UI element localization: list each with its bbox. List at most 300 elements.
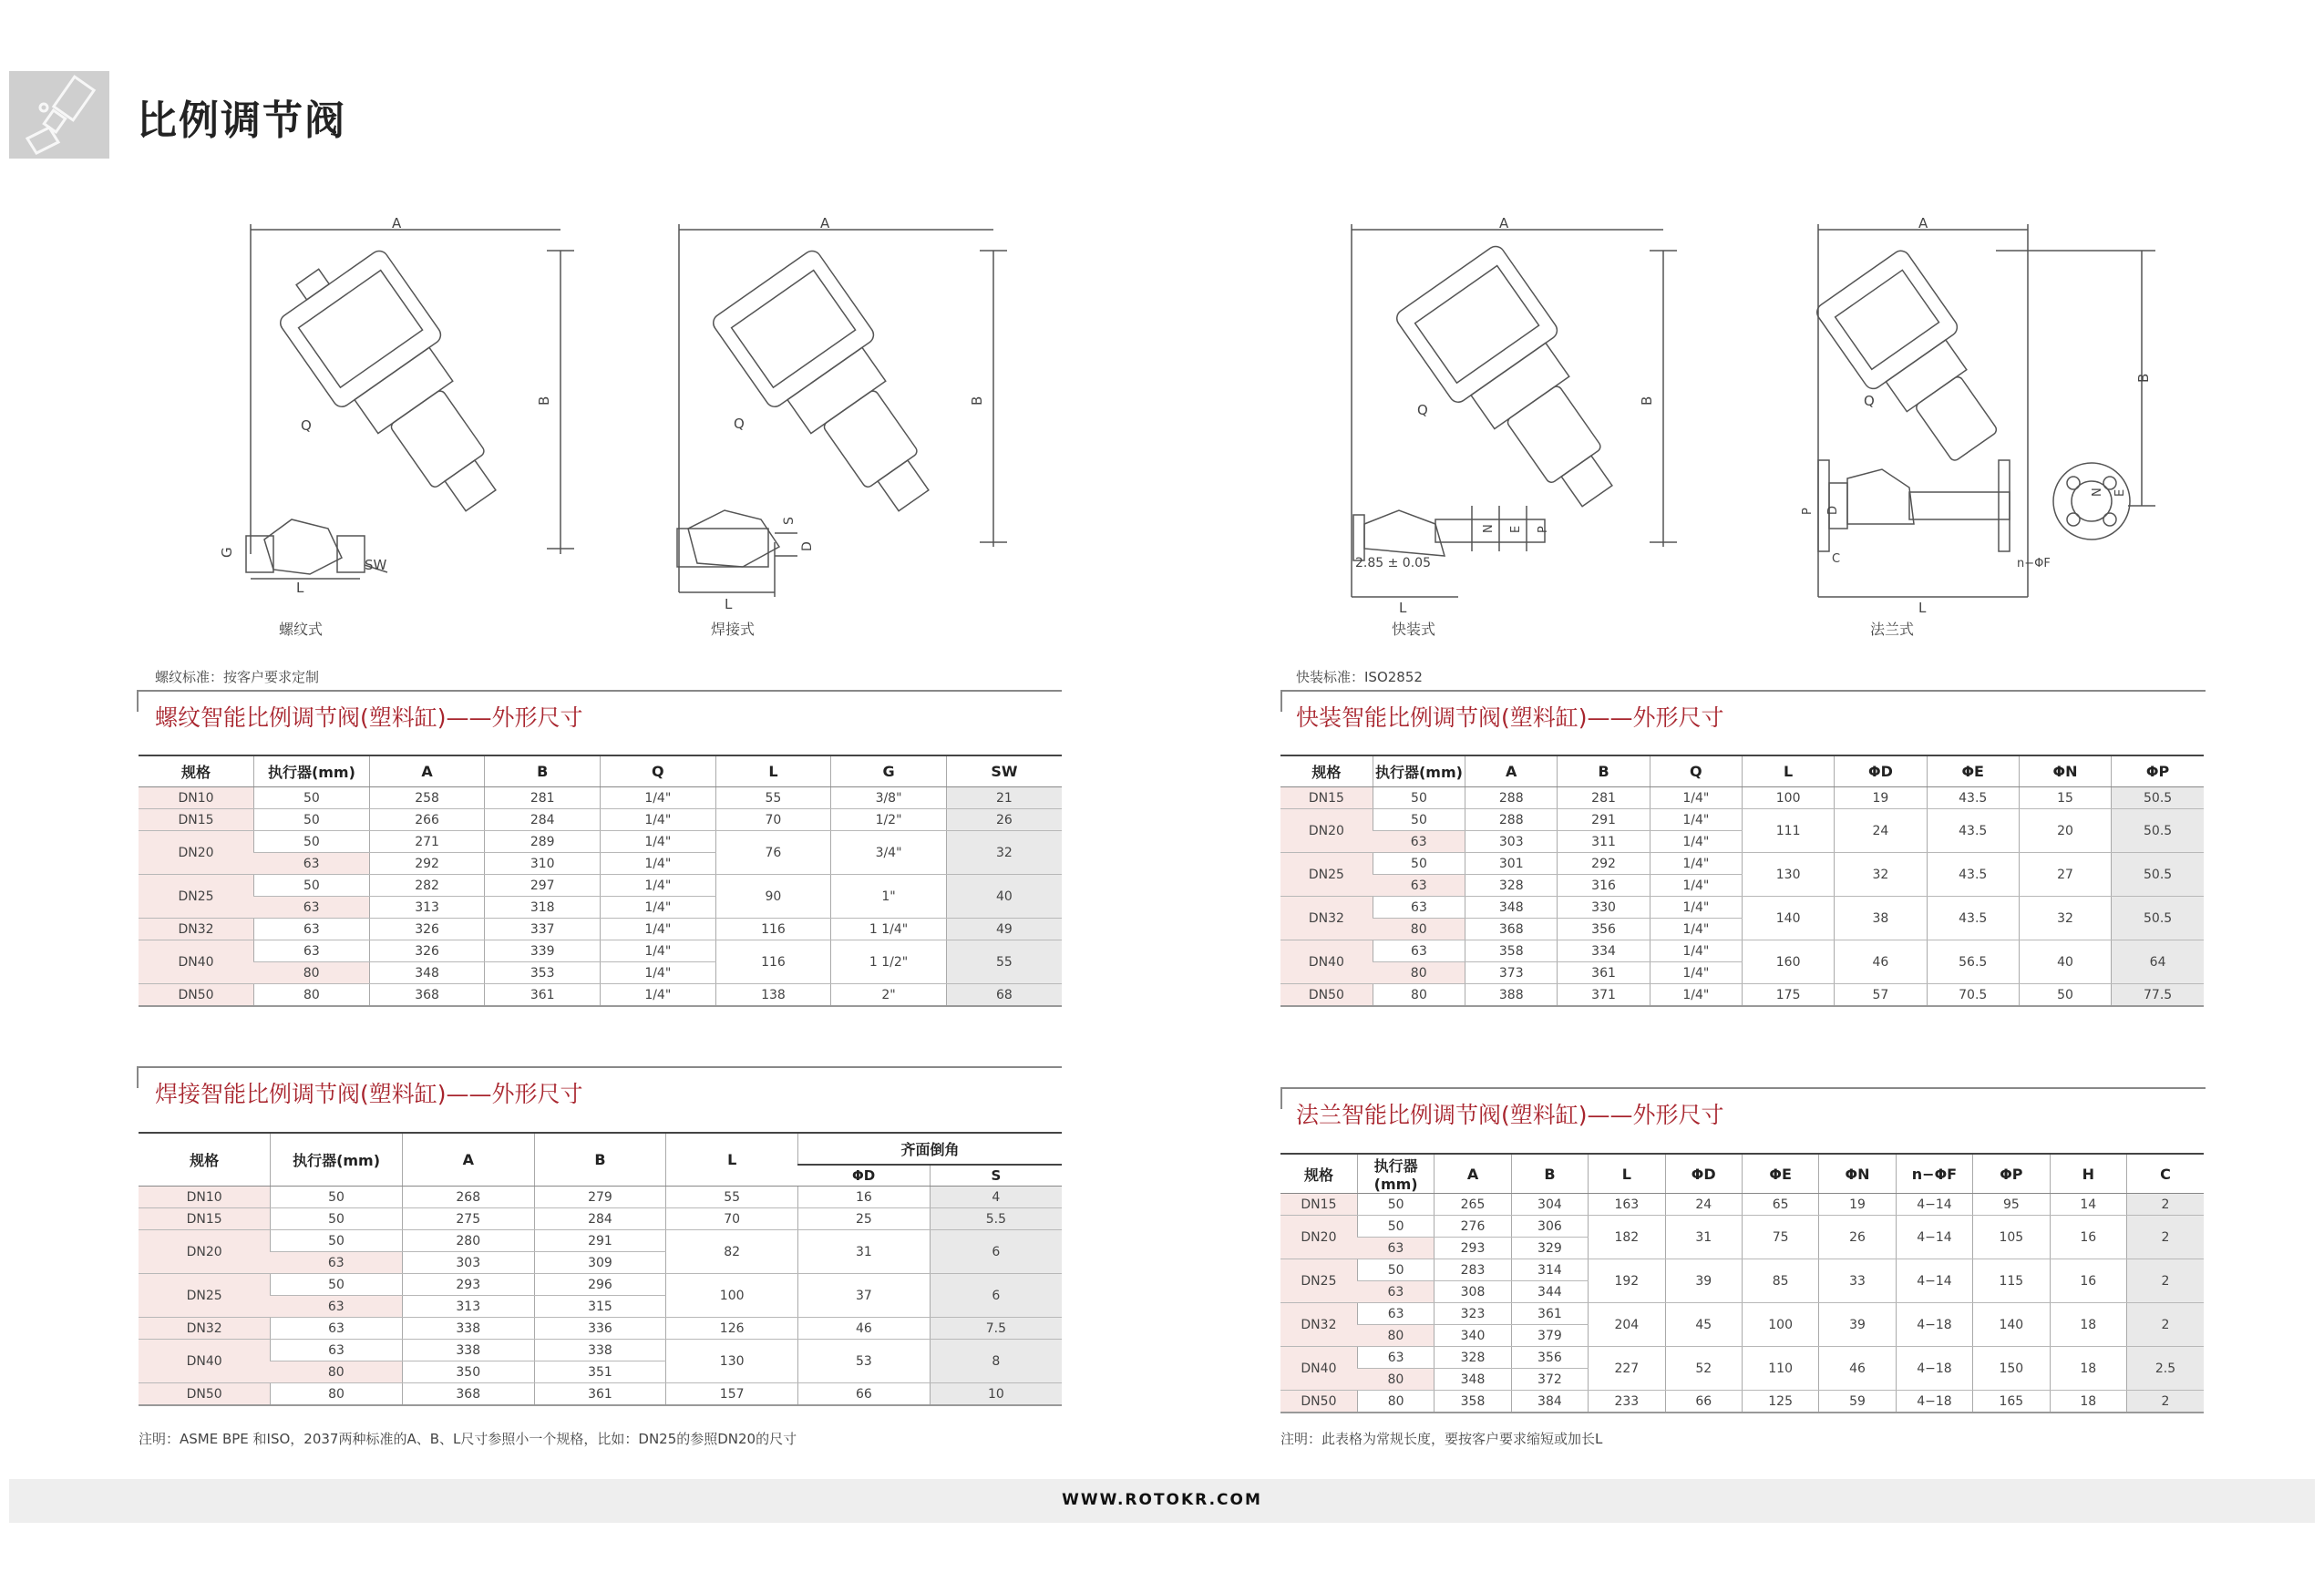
diagram-welded xyxy=(661,210,1062,647)
table-cell: 368 xyxy=(369,984,485,1007)
table-cell: 1/4" xyxy=(1650,962,1742,984)
table-cell: 19 xyxy=(1819,1194,1896,1216)
diagram-caption: 焊接式 xyxy=(711,621,756,638)
table-cell: 182 xyxy=(1589,1216,1665,1259)
column-header: 执行器(mm) xyxy=(1373,755,1465,787)
dim-label: B xyxy=(969,396,985,406)
table-cell: 80 xyxy=(254,984,370,1007)
spec-cell: DN50 xyxy=(1280,984,1373,1007)
table-cell: 39 xyxy=(1665,1259,1742,1303)
table-cell: 24 xyxy=(1665,1194,1742,1216)
column-header: ΦD xyxy=(798,1165,931,1187)
table-cell: 227 xyxy=(1589,1347,1665,1391)
footer-url: WWW.ROTOKR.COM xyxy=(1062,1491,1262,1509)
table-row xyxy=(139,1187,1062,1208)
table-row xyxy=(139,831,1062,853)
clamp-standard-note: 快装标准：ISO2852 xyxy=(1296,669,1423,685)
table-cell: 38 xyxy=(1835,897,1927,940)
column-header: C xyxy=(2126,1154,2204,1194)
table-cell: 111 xyxy=(1742,809,1834,853)
table-row xyxy=(1280,897,2204,919)
flange-table-note: 注明：此表格为常规长度，要按客户要求缩短或加长L xyxy=(1280,1431,1603,1447)
table-cell: 1/2" xyxy=(831,809,947,831)
table-cell: 311 xyxy=(1558,831,1650,853)
table-cell: 63 xyxy=(1373,831,1465,853)
table-cell: 63 xyxy=(1357,1303,1434,1325)
table-cell: 16 xyxy=(2050,1259,2126,1303)
clamp-dimension-table xyxy=(1280,755,2204,1007)
table-cell: 50 xyxy=(271,1230,403,1252)
column-header: ΦP xyxy=(2112,755,2204,787)
table-cell: 1/4" xyxy=(601,875,716,897)
table-cell: 50.5 xyxy=(2112,897,2204,940)
table-cell: 105 xyxy=(1973,1216,2050,1259)
header-row xyxy=(1280,1154,2204,1194)
table-cell: 258 xyxy=(369,787,485,809)
table-cell: 313 xyxy=(369,897,485,919)
table-cell: 100 xyxy=(1742,787,1834,809)
column-header: B xyxy=(485,755,601,787)
table-cell: 288 xyxy=(1465,809,1558,831)
table-cell: 110 xyxy=(1742,1347,1818,1391)
column-header: A xyxy=(369,755,485,787)
table-cell: 304 xyxy=(1511,1194,1588,1216)
table-row xyxy=(139,984,1062,1007)
table-cell: 6 xyxy=(930,1274,1062,1318)
table-row xyxy=(139,1383,1062,1406)
column-header: SW xyxy=(946,755,1062,787)
table-cell: 2 xyxy=(2126,1303,2204,1347)
section-rule xyxy=(1280,1087,2206,1089)
dim-label: D xyxy=(800,541,815,551)
table-row xyxy=(139,1230,1062,1252)
table-cell: 39 xyxy=(1819,1303,1896,1347)
dim-label: B xyxy=(2135,373,2152,383)
dim-label: B xyxy=(1639,396,1655,406)
column-header: B xyxy=(534,1133,666,1187)
flange-table-title: 法兰智能比例调节阀(塑料缸)——外形尺寸 xyxy=(1296,1102,1724,1128)
table-cell: 1/4" xyxy=(601,853,716,875)
weld-table-note: 注明：ASME BPE 和ISO，2037两种标准的A、B、L尺寸参照小一个规格，比如：DN25的参照DN20的尺寸 xyxy=(139,1431,797,1447)
column-header: G xyxy=(831,755,947,787)
spec-cell: DN40 xyxy=(1280,1347,1357,1391)
table-cell: 308 xyxy=(1435,1281,1511,1303)
weld-table-title: 焊接智能比例调节阀(塑料缸)——外形尺寸 xyxy=(155,1081,583,1107)
clamp-table-title: 快装智能比例调节阀(塑料缸)——外形尺寸 xyxy=(1296,704,1724,731)
spec-cell: DN20 xyxy=(139,831,254,875)
table-row xyxy=(1280,1347,2204,1369)
table-cell: 2 xyxy=(2126,1216,2204,1259)
table-cell: 338 xyxy=(402,1318,534,1340)
table-cell: 50 xyxy=(254,831,370,853)
table-cell: 3/4" xyxy=(831,831,947,875)
table-cell: 361 xyxy=(1511,1303,1588,1325)
table-cell: 291 xyxy=(534,1230,666,1252)
column-header: Q xyxy=(1650,755,1742,787)
diagram-threaded xyxy=(210,210,611,647)
table-cell: 310 xyxy=(485,853,601,875)
table-cell: 318 xyxy=(485,897,601,919)
column-header: L xyxy=(1589,1154,1665,1194)
table-cell: 50.5 xyxy=(2112,853,2204,897)
table-cell: 368 xyxy=(1465,919,1558,940)
table-cell: 338 xyxy=(534,1340,666,1361)
column-header: ΦN xyxy=(1819,1154,1896,1194)
table-cell: 80 xyxy=(1357,1369,1434,1391)
table-cell: 291 xyxy=(1558,809,1650,831)
table-cell: 303 xyxy=(402,1252,534,1274)
table-cell: 4−14 xyxy=(1896,1216,1972,1259)
table-cell: 326 xyxy=(369,919,485,940)
column-header: n−ΦF xyxy=(1896,1154,1972,1194)
table-cell: 1/4" xyxy=(601,809,716,831)
table-cell: 233 xyxy=(1589,1391,1665,1413)
table-cell: 358 xyxy=(1435,1391,1511,1413)
spec-cell: DN32 xyxy=(139,1318,271,1340)
table-cell: 55 xyxy=(715,787,831,809)
table-cell: 50 xyxy=(1357,1216,1434,1238)
table-cell: 1/4" xyxy=(601,897,716,919)
section-tick xyxy=(1280,1087,1282,1109)
table-cell: 80 xyxy=(1357,1325,1434,1347)
table-cell: 116 xyxy=(715,940,831,984)
column-header: ΦD xyxy=(1835,755,1927,787)
table-cell: 1/4" xyxy=(601,940,716,962)
table-cell: 40 xyxy=(946,875,1062,919)
table-cell: 348 xyxy=(369,962,485,984)
table-cell: 126 xyxy=(666,1318,798,1340)
dim-label: P xyxy=(1537,526,1550,533)
table-cell: 80 xyxy=(271,1383,403,1406)
table-row xyxy=(139,1340,1062,1361)
table-cell: 351 xyxy=(534,1361,666,1383)
table-cell: 265 xyxy=(1435,1194,1511,1216)
spec-cell: DN32 xyxy=(1280,897,1373,940)
table-cell: 50 xyxy=(271,1187,403,1208)
table-cell: 313 xyxy=(402,1296,534,1318)
table-cell: 1 1/2" xyxy=(831,940,947,984)
table-cell: 1 1/4" xyxy=(831,919,947,940)
table-cell: 334 xyxy=(1558,940,1650,962)
table-cell: 330 xyxy=(1558,897,1650,919)
column-header: L xyxy=(1742,755,1834,787)
table-cell: 50 xyxy=(254,787,370,809)
table-row xyxy=(1280,1303,2204,1325)
column-header: 规格 xyxy=(1280,1154,1357,1194)
dim-label: A xyxy=(1499,215,1509,231)
table-cell: 1/4" xyxy=(601,787,716,809)
table-cell: 66 xyxy=(1665,1391,1742,1413)
table-cell: 25 xyxy=(798,1208,931,1230)
table-cell: 32 xyxy=(946,831,1062,875)
table-cell: 63 xyxy=(254,897,370,919)
diagram-clamp xyxy=(1344,210,1745,647)
table-cell: 63 xyxy=(1373,940,1465,962)
table-cell: 1/4" xyxy=(1650,787,1742,809)
table-cell: 379 xyxy=(1511,1325,1588,1347)
table-cell: 292 xyxy=(1558,853,1650,875)
table-cell: 24 xyxy=(1835,809,1927,853)
section-rule xyxy=(1280,690,2206,692)
table-cell: 50 xyxy=(271,1208,403,1230)
table-cell: 75 xyxy=(1742,1216,1818,1259)
table-cell: 95 xyxy=(1973,1194,2050,1216)
table-cell: 283 xyxy=(1435,1259,1511,1281)
table-cell: 63 xyxy=(254,919,370,940)
table-cell: 315 xyxy=(534,1296,666,1318)
dim-label: N xyxy=(2091,488,2104,497)
spec-cell: DN25 xyxy=(1280,853,1373,897)
table-cell: 1/4" xyxy=(1650,809,1742,831)
table-cell: 50 xyxy=(254,809,370,831)
table-cell: 361 xyxy=(1558,962,1650,984)
table-cell: 175 xyxy=(1742,984,1834,1007)
column-header: 执行器(mm) xyxy=(271,1133,403,1187)
table-cell: 52 xyxy=(1665,1347,1742,1391)
table-cell: 3/8" xyxy=(831,787,947,809)
table-cell: 323 xyxy=(1435,1303,1511,1325)
table-cell: 85 xyxy=(1742,1259,1818,1303)
table-cell: 21 xyxy=(946,787,1062,809)
spec-cell: DN32 xyxy=(139,919,254,940)
thread-dimension-table xyxy=(139,755,1062,1007)
table-cell: 1/4" xyxy=(601,984,716,1007)
table-cell: 368 xyxy=(402,1383,534,1406)
table-cell: 50.5 xyxy=(2112,809,2204,853)
spec-cell: DN32 xyxy=(1280,1303,1357,1347)
table-cell: 70.5 xyxy=(1927,984,2019,1007)
table-cell: 32 xyxy=(1835,853,1927,897)
table-cell: 281 xyxy=(1558,787,1650,809)
table-cell: 57 xyxy=(1835,984,1927,1007)
table-cell: 338 xyxy=(402,1340,534,1361)
dim-label: L xyxy=(296,580,304,596)
table-cell: 1/4" xyxy=(1650,984,1742,1007)
table-cell: 77.5 xyxy=(2112,984,2204,1007)
table-cell: 160 xyxy=(1742,940,1834,984)
table-cell: 50 xyxy=(2019,984,2111,1007)
table-cell: 65 xyxy=(1742,1194,1818,1216)
column-header: Q xyxy=(601,755,716,787)
table-cell: 293 xyxy=(402,1274,534,1296)
thread-table-title: 螺纹智能比例调节阀(塑料缸)——外形尺寸 xyxy=(155,704,583,731)
section-rule xyxy=(137,690,1062,692)
valve-thumbnail-icon xyxy=(9,71,109,159)
dim-label: P xyxy=(1801,508,1815,515)
table-cell: 1/4" xyxy=(601,831,716,853)
dim-label: B xyxy=(536,396,552,406)
dim-label: A xyxy=(392,215,402,231)
flange-dimension-table xyxy=(1280,1153,2204,1413)
column-header: 执行器(mm) xyxy=(254,755,370,787)
spec-cell: DN25 xyxy=(139,875,254,919)
table-cell: 18 xyxy=(2050,1347,2126,1391)
table-row xyxy=(1280,1216,2204,1238)
dim-label: n−ΦF xyxy=(2017,557,2051,570)
table-row xyxy=(1280,1391,2204,1413)
table-cell: 31 xyxy=(1665,1216,1742,1259)
table-cell: 63 xyxy=(1357,1281,1434,1303)
column-header: A xyxy=(1465,755,1558,787)
table-cell: 348 xyxy=(1435,1369,1511,1391)
table-row xyxy=(139,1208,1062,1230)
table-cell: 356 xyxy=(1511,1347,1588,1369)
table-row xyxy=(139,787,1062,809)
table-cell: 1/4" xyxy=(1650,940,1742,962)
table-cell: 1/4" xyxy=(1650,831,1742,853)
table-cell: 31 xyxy=(798,1230,931,1274)
table-cell: 130 xyxy=(1742,853,1834,897)
table-cell: 90 xyxy=(715,875,831,919)
diagram-caption: 法兰式 xyxy=(1870,621,1915,638)
table-row xyxy=(139,875,1062,897)
table-cell: 276 xyxy=(1435,1216,1511,1238)
table-cell: 268 xyxy=(402,1187,534,1208)
dim-label: E xyxy=(1509,525,1523,533)
weld-dimension-table xyxy=(139,1132,1062,1406)
table-cell: 26 xyxy=(946,809,1062,831)
table-cell: 2 xyxy=(2126,1391,2204,1413)
table-cell: 348 xyxy=(1465,897,1558,919)
dim-label: Q xyxy=(1417,402,1428,418)
spec-cell: DN15 xyxy=(139,809,254,831)
table-cell: 130 xyxy=(666,1340,798,1383)
column-header: B xyxy=(1558,755,1650,787)
table-cell: 50 xyxy=(254,875,370,897)
table-cell: 5.5 xyxy=(930,1208,1062,1230)
table-cell: 2 xyxy=(2126,1194,2204,1216)
table-cell: 63 xyxy=(1357,1238,1434,1259)
section-rule xyxy=(137,1066,1062,1068)
column-header: S xyxy=(930,1165,1062,1187)
table-cell: 32 xyxy=(2019,897,2111,940)
table-cell: 10 xyxy=(930,1383,1062,1406)
spec-cell: DN50 xyxy=(139,984,254,1007)
table-cell: 4−14 xyxy=(1896,1194,1972,1216)
table-cell: 50 xyxy=(1373,809,1465,831)
table-cell: 80 xyxy=(1373,984,1465,1007)
thread-standard-note: 螺纹标准：按客户要求定制 xyxy=(155,669,320,685)
table-row xyxy=(139,1274,1062,1296)
column-header: A xyxy=(402,1133,534,1187)
section-tick xyxy=(1280,690,1282,712)
table-cell: 70 xyxy=(666,1208,798,1230)
table-row xyxy=(1280,940,2204,962)
table-cell: 4−18 xyxy=(1896,1347,1972,1391)
column-header: ΦP xyxy=(1973,1154,2050,1194)
table-cell: 43.5 xyxy=(1927,897,2019,940)
dim-label: A xyxy=(820,215,830,231)
table-cell: 15 xyxy=(2019,787,2111,809)
table-cell: 2" xyxy=(831,984,947,1007)
table-cell: 125 xyxy=(1742,1391,1818,1413)
table-cell: 384 xyxy=(1511,1391,1588,1413)
table-row xyxy=(1280,1259,2204,1281)
column-header: L xyxy=(666,1133,798,1187)
header-row xyxy=(1280,755,2204,787)
table-cell: 63 xyxy=(271,1296,403,1318)
table-row xyxy=(1280,809,2204,831)
spec-cell: DN40 xyxy=(1280,940,1373,984)
table-row xyxy=(139,809,1062,831)
dim-label: E xyxy=(2113,488,2127,497)
table-cell: 165 xyxy=(1973,1391,2050,1413)
table-cell: 296 xyxy=(534,1274,666,1296)
table-cell: 297 xyxy=(485,875,601,897)
table-cell: 371 xyxy=(1558,984,1650,1007)
dim-label: C xyxy=(1832,552,1841,566)
table-cell: 4−18 xyxy=(1896,1303,1972,1347)
spec-cell: DN15 xyxy=(1280,787,1373,809)
table-cell: 157 xyxy=(666,1383,798,1406)
table-cell: 19 xyxy=(1835,787,1927,809)
table-cell: 16 xyxy=(2050,1216,2126,1259)
table-cell: 63 xyxy=(1373,875,1465,897)
table-cell: 50 xyxy=(1373,853,1465,875)
column-header: ΦN xyxy=(2019,755,2111,787)
table-cell: 82 xyxy=(666,1230,798,1274)
table-cell: 43.5 xyxy=(1927,787,2019,809)
table-cell: 344 xyxy=(1511,1281,1588,1303)
table-cell: 4−14 xyxy=(1896,1259,1972,1303)
table-cell: 63 xyxy=(1357,1347,1434,1369)
table-cell: 2 xyxy=(2126,1259,2204,1303)
table-cell: 63 xyxy=(254,940,370,962)
table-cell: 1/4" xyxy=(1650,875,1742,897)
section-tick xyxy=(137,690,139,712)
table-cell: 45 xyxy=(1665,1303,1742,1347)
table-cell: 356 xyxy=(1558,919,1650,940)
table-cell: 80 xyxy=(254,962,370,984)
table-cell: 46 xyxy=(798,1318,931,1340)
table-cell: 284 xyxy=(485,809,601,831)
header-row xyxy=(139,755,1062,787)
table-cell: 64 xyxy=(2112,940,2204,984)
table-cell: 4−18 xyxy=(1896,1391,1972,1413)
table-cell: 326 xyxy=(369,940,485,962)
table-cell: 281 xyxy=(485,787,601,809)
table-cell: 339 xyxy=(485,940,601,962)
dim-label: Q xyxy=(301,417,312,434)
table-cell: 40 xyxy=(2019,940,2111,984)
spec-cell: DN10 xyxy=(139,787,254,809)
table-cell: 301 xyxy=(1465,853,1558,875)
chamfer-label: 2.85 ± 0.05 xyxy=(1355,556,1431,570)
dim-label: Q xyxy=(734,416,745,432)
table-row xyxy=(1280,787,2204,809)
table-cell: 26 xyxy=(1819,1216,1896,1259)
table-cell: 361 xyxy=(485,984,601,1007)
table-cell: 292 xyxy=(369,853,485,875)
table-cell: 100 xyxy=(666,1274,798,1318)
spec-cell: DN20 xyxy=(1280,1216,1357,1259)
column-header: 规格 xyxy=(139,755,254,787)
table-cell: 1" xyxy=(831,875,947,919)
table-cell: 4 xyxy=(930,1187,1062,1208)
column-header: 执行器(mm) xyxy=(1357,1154,1434,1194)
table-cell: 1/4" xyxy=(1650,897,1742,919)
table-cell: 372 xyxy=(1511,1369,1588,1391)
table-cell: 50 xyxy=(271,1274,403,1296)
table-cell: 14 xyxy=(2050,1194,2126,1216)
table-cell: 20 xyxy=(2019,809,2111,853)
spec-cell: DN20 xyxy=(1280,809,1373,853)
table-cell: 43.5 xyxy=(1927,809,2019,853)
table-cell: 63 xyxy=(271,1252,403,1274)
dim-label: SW xyxy=(365,557,387,573)
table-cell: 6 xyxy=(930,1230,1062,1274)
table-cell: 293 xyxy=(1435,1238,1511,1259)
